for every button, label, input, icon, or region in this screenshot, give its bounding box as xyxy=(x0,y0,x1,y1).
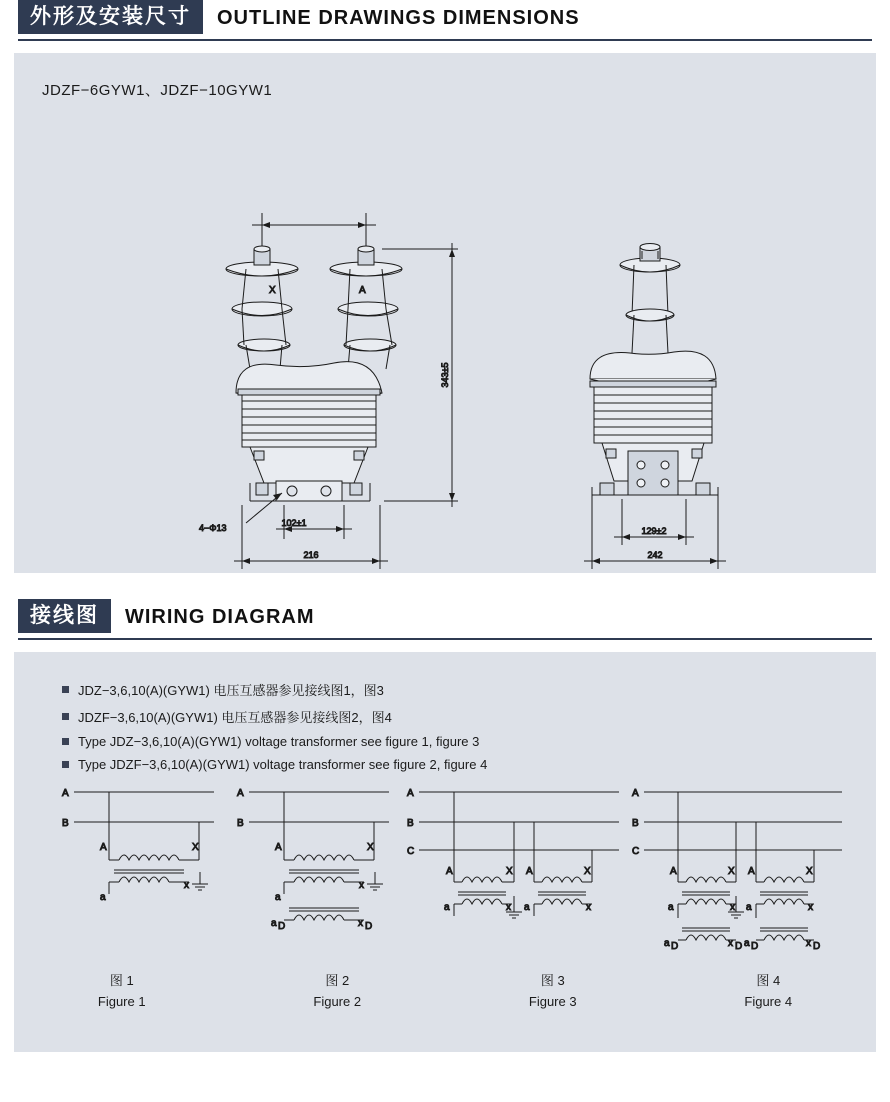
svg-text:X: X xyxy=(506,866,513,877)
figure-4-schematic xyxy=(632,788,842,952)
bullet-square-icon xyxy=(62,761,69,768)
svg-text:a: a xyxy=(275,892,281,903)
dim-base-inner: 102±1 xyxy=(281,518,307,528)
wiring-schematics-svg xyxy=(14,772,876,1102)
note-text: JDZ−3,6,10(A)(GYW1) 电压互感器参见接线图1，图3 xyxy=(78,683,384,698)
dim-base-total: 216 xyxy=(303,550,319,560)
svg-text:D: D xyxy=(278,921,286,932)
outline-model-caption: JDZF−6GYW1、JDZF−10GYW1 xyxy=(42,82,273,99)
svg-text:D: D xyxy=(813,941,821,952)
svg-text:a: a xyxy=(524,902,530,913)
svg-text:x: x xyxy=(506,902,511,913)
note-text: Type JDZ−3,6,10(A)(GYW1) voltage transformer see figure 1, figure 3 xyxy=(78,734,480,749)
svg-text:x: x xyxy=(808,902,813,913)
figure-caption-cn: 图 1 xyxy=(109,973,134,988)
figure-3-schematic xyxy=(407,788,619,918)
svg-text:x: x xyxy=(359,880,364,891)
svg-text:x: x xyxy=(358,918,363,929)
svg-text:D: D xyxy=(751,941,759,952)
list-item xyxy=(62,757,487,772)
wiring-section-divider xyxy=(18,638,872,640)
svg-text:A: A xyxy=(100,842,107,853)
note-text: Type JDZF−3,6,10(A)(GYW1) voltage transformer see figure 2, figure 4 xyxy=(78,757,488,772)
wiring-section-cn-tag: 接线图 xyxy=(18,599,111,633)
figure-captions-row xyxy=(14,970,876,1013)
outline-drawing-svg xyxy=(14,53,876,573)
svg-text:C: C xyxy=(632,846,640,857)
bullet-square-icon xyxy=(62,713,69,720)
svg-text:a: a xyxy=(271,918,277,929)
terminal-label-x: X xyxy=(269,285,276,296)
dim-right-base-total: 242 xyxy=(647,550,663,560)
svg-text:A: A xyxy=(632,788,639,799)
svg-text:a: a xyxy=(664,938,670,949)
svg-text:A: A xyxy=(446,866,453,877)
figure-2-schematic xyxy=(237,788,389,932)
svg-text:A: A xyxy=(237,788,244,799)
svg-text:B: B xyxy=(407,818,414,829)
dim-height: 343±5 xyxy=(440,362,450,388)
wiring-section-en-title: WIRING DIAGRAM xyxy=(125,606,315,628)
figure-caption-en: Figure 2 xyxy=(313,994,362,1010)
outline-drawing-panel xyxy=(14,53,876,573)
figure-1-schematic xyxy=(62,788,214,903)
list-item xyxy=(62,734,487,749)
svg-text:X: X xyxy=(728,866,735,877)
svg-text:x: x xyxy=(184,880,189,891)
bullet-square-icon xyxy=(62,738,69,745)
svg-text:a: a xyxy=(444,902,450,913)
svg-text:a: a xyxy=(668,902,674,913)
list-item xyxy=(62,707,487,726)
wiring-notes-list xyxy=(62,680,487,780)
svg-text:X: X xyxy=(192,842,199,853)
wiring-diagram-panel xyxy=(14,652,876,1052)
figure-caption-en: Figure 1 xyxy=(97,994,146,1010)
outline-section-header xyxy=(0,0,890,34)
svg-text:B: B xyxy=(62,818,69,829)
dim-hole-note: 4−Φ13 xyxy=(199,523,227,533)
list-item xyxy=(62,680,487,699)
svg-text:X: X xyxy=(367,842,374,853)
terminal-label-a: A xyxy=(359,285,366,296)
svg-text:x: x xyxy=(806,938,811,949)
svg-text:B: B xyxy=(237,818,244,829)
wiring-section-header xyxy=(0,599,890,633)
outline-section-en-title: OUTLINE DRAWINGS DIMENSIONS xyxy=(217,7,580,29)
svg-text:C: C xyxy=(407,846,415,857)
svg-text:A: A xyxy=(670,866,677,877)
figure-caption-cn: 图 2 xyxy=(325,973,350,988)
outline-section-cn-tag: 外形及安装尺寸 xyxy=(18,0,203,34)
svg-text:a: a xyxy=(744,938,750,949)
figure-caption-en: Figure 3 xyxy=(528,994,577,1010)
figure-caption xyxy=(661,970,877,1013)
figure-caption xyxy=(445,970,661,1013)
svg-text:A: A xyxy=(62,788,69,799)
svg-text:A: A xyxy=(275,842,282,853)
svg-text:X: X xyxy=(584,866,591,877)
figure-caption-en: Figure 4 xyxy=(744,994,793,1010)
svg-text:a: a xyxy=(100,892,106,903)
svg-text:a: a xyxy=(746,902,752,913)
outline-section-divider xyxy=(18,39,872,41)
note-text: JDZF−3,6,10(A)(GYW1) 电压互感器参见接线图2，图4 xyxy=(78,710,392,725)
svg-text:A: A xyxy=(748,866,755,877)
svg-text:D: D xyxy=(735,941,743,952)
svg-text:x: x xyxy=(730,902,735,913)
svg-text:x: x xyxy=(728,938,733,949)
svg-text:A: A xyxy=(407,788,414,799)
dim-right-base-inner: 129±2 xyxy=(641,526,667,536)
svg-text:D: D xyxy=(671,941,679,952)
svg-text:A: A xyxy=(526,866,533,877)
figure-caption-cn: 图 3 xyxy=(540,973,565,988)
svg-text:D: D xyxy=(365,921,373,932)
svg-text:X: X xyxy=(806,866,813,877)
svg-text:x: x xyxy=(586,902,591,913)
svg-text:B: B xyxy=(632,818,639,829)
bullet-square-icon xyxy=(62,686,69,693)
figure-caption xyxy=(230,970,446,1013)
figure-caption-cn: 图 4 xyxy=(756,973,781,988)
figure-caption xyxy=(14,970,230,1013)
